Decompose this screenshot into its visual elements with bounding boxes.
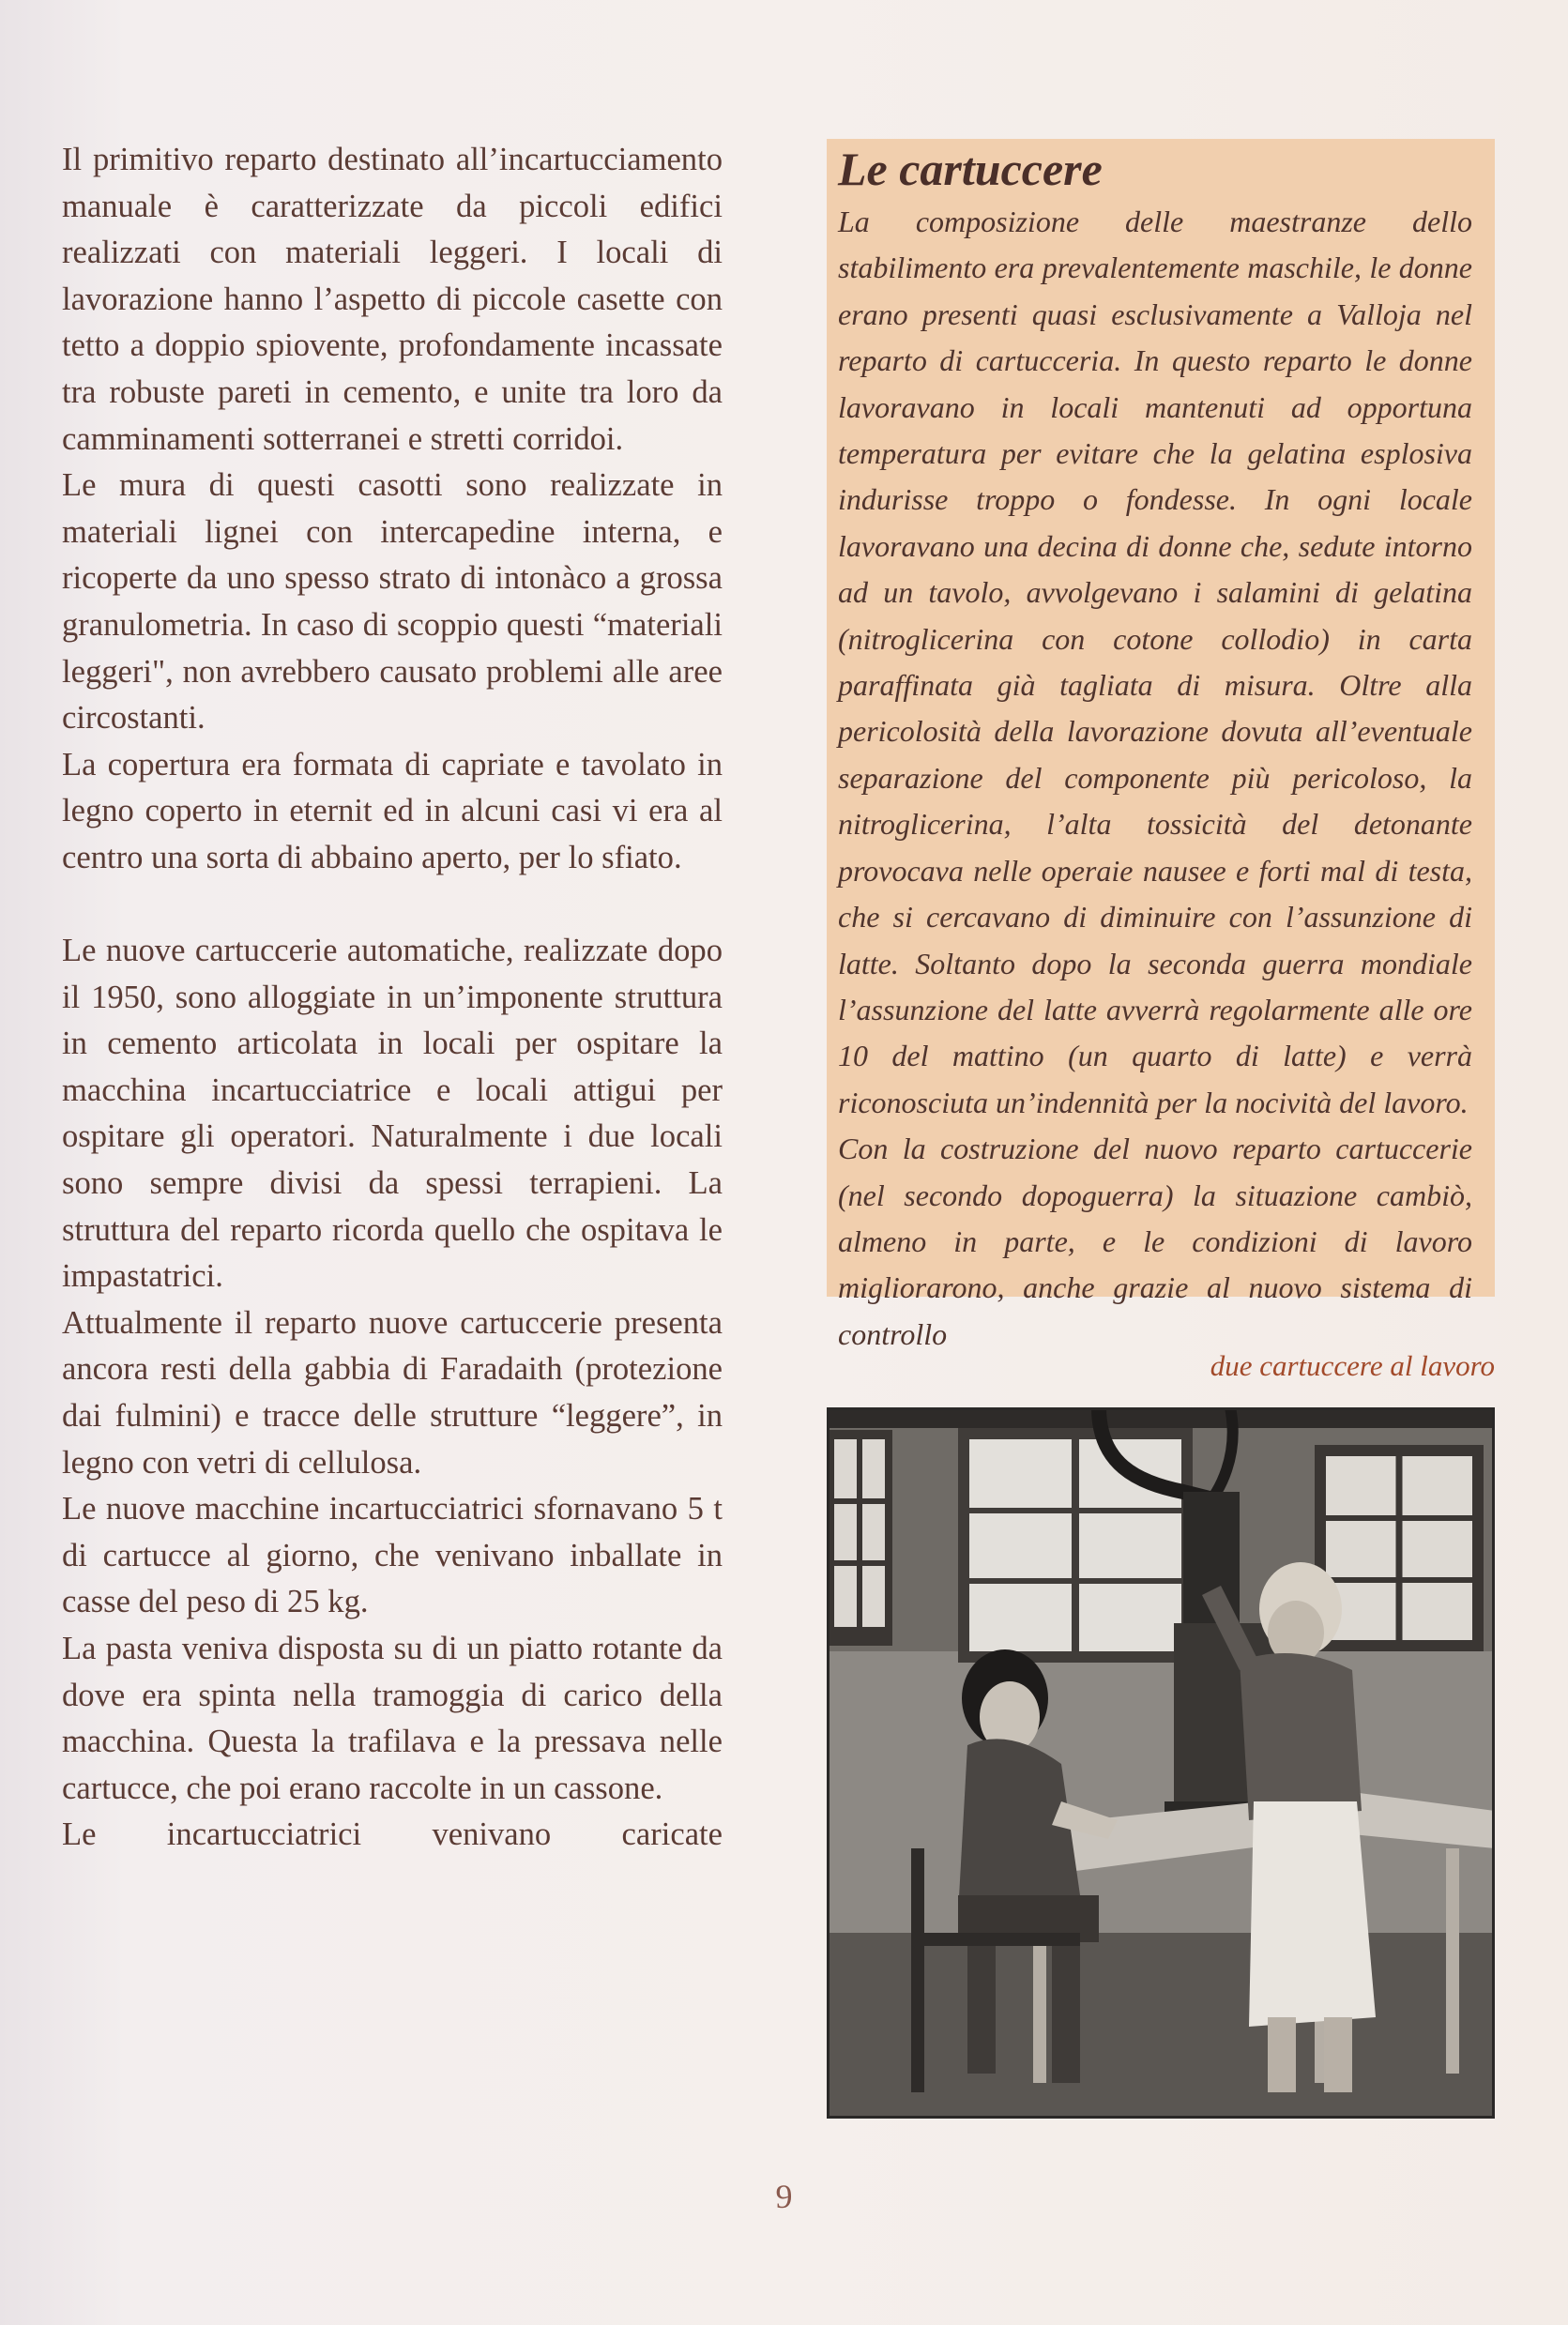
paragraph: Le nuove cartuccerie automatiche, realizzate dopo il 1950, sono alloggiate in un’imponente struttura in cemento articolata in locali per ospitare la macchina incartucciatrice e locali attigui per ospitare gli operatori. Naturalmente i due locali sono sempre divisi da spessi terrapieni. La struttura del reparto ricorda quello che ospitava le impastatrici. bbox=[62, 933, 723, 1295]
main-text-column bbox=[62, 137, 723, 1859]
paragraph: Le nuove macchine incartucciatrici sfornavano 5 t di cartucce al giorno, che venivano inballate in casse del peso di 25 kg. bbox=[62, 1491, 723, 1620]
sidebar-title: Le cartuccere bbox=[838, 143, 1103, 195]
page-number: 9 bbox=[775, 2178, 793, 2215]
paragraph: La copertura era formata di capriate e tavolato in legno coperto in eternit ed in alcuni casi vi era al centro una sorta di abbaino aperto, per lo sfiato. bbox=[62, 746, 723, 875]
sidebar-paragraph: La composizione delle maestranze dello stabilimento era prevalentemente maschile, le donne erano presenti quasi esclusivamente a Valloja nel reparto di cartucceria. In questo reparto le donne lavoravano in locali mantenuti ad opportuna temperatura per evitare che la gelatina esplosiva indurisse troppo o fondesse. In ogni locale lavoravano una decina di donne che, sedute intorno ad un tavolo, avvolgevano i salamini di gelatina (nitroglicerina con cotone collodio) in carta paraffinata già tagliata di misura. Oltre alla pericolosità della lavorazione dovuta all’eventuale separazione del componente più pericoloso, la nitroglicerina, l’alta tossicità del detonante provocava nelle operaie nausee e forti mal di testa, che si cercavano di diminuire con l’assunzione di latte. Soltanto dopo la seconda guerra mondiale l’assunzione del latte avverrà regolarmente alle ore 10 del mattino (un quarto di latte) e verrà riconosciuta un’indennità per la nocività del lavoro. bbox=[838, 205, 1472, 1119]
paragraph: La pasta veniva disposta su di un piatto rotante da dove era spinta nella tramoggia di carico della macchina. Questa la trafilava e la pressava nelle cartucce, che poi erano raccolte in un cassone. bbox=[62, 1631, 723, 1806]
sidebar-column bbox=[827, 139, 1495, 1382]
paragraph-last-line: Le incartucciatrici venivano caricate bbox=[62, 1816, 723, 1853]
sidebar-paragraph: Con la costruzione del nuovo reparto cartuccerie (nel secondo dopoguerra) la situazione cambiò, almeno in parte, e le condizioni di lavoro migliorarono, anche grazie al nuovo sistema di controllo bbox=[838, 1132, 1472, 1351]
sidebar-box bbox=[827, 139, 1495, 1351]
photo-illustration bbox=[827, 1407, 1495, 2119]
photo-caption: due cartuccere al lavoro bbox=[1210, 1349, 1495, 1382]
photo-two-women-working bbox=[827, 1407, 1495, 2119]
paragraph: Le mura di questi casotti sono realizzate in materiali lignei con intercapedine interna, e ricoperte da uno spesso strato di intonàco a grossa granulometria. In caso di scoppio questi “materiali leggeri", non avrebbero causato problemi alle aree circostanti. bbox=[62, 467, 723, 737]
paragraph: Il primitivo reparto destinato all’incartucciamento manuale è caratterizzate da piccoli edifici realizzati con materiali leggeri. I locali di lavorazione hanno l’aspetto di piccole casette con tetto a doppio spiovente, profondamente incassate tra robuste pareti in cemento, e unite tra loro da camminamenti sotterranei e stretti corridoi. bbox=[62, 142, 723, 457]
paragraph: Attualmente il reparto nuove cartuccerie presenta ancora resti della gabbia di Faradaith (protezione dai fulmini) e tracce delle strutture “leggere”, in legno con vetri di cellulosa. bbox=[62, 1304, 723, 1481]
